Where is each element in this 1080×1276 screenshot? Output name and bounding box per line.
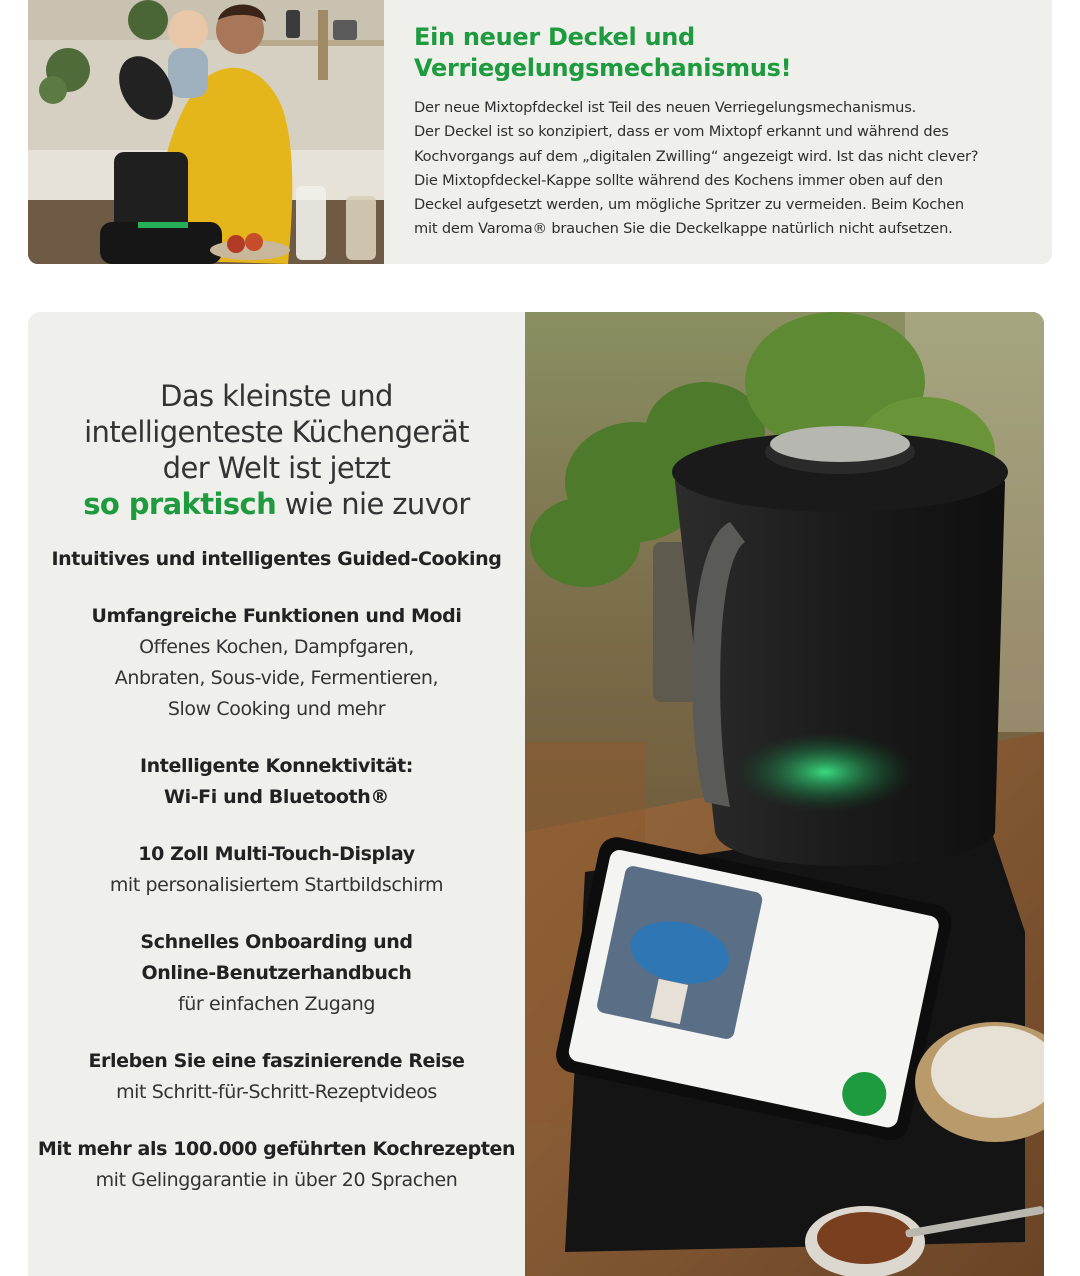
lid-title-line-1: Ein neuer Deckel und [414,23,695,51]
headline-rest: wie nie zuvor [276,487,470,521]
feature-guided-cooking [28,544,525,575]
feature-connectivity [28,751,525,813]
lid-description-line: Deckel aufgesetzt werden, um mögliche Spritzer zu vermeiden. Beim Kochen [414,196,964,214]
lid-feature-description [414,96,1034,242]
feature-title: Online-Benutzerhandbuch [141,962,412,984]
feature-description: Slow Cooking und mehr [167,698,386,720]
product-features-card [28,312,1044,1276]
headline-accent: so praktisch [83,487,277,521]
lid-feature-text [414,22,1034,242]
feature-title: Schnelles Onboarding und [140,931,413,953]
headline-line-3: der Welt ist jetzt [162,451,391,485]
feature-title: Wi-Fi und Bluetooth® [164,786,389,808]
headline-line-1: Das kleinste und [160,379,393,413]
feature-functions-modes [28,601,525,725]
lid-description-line: Kochvorgangs auf dem „digitalen Zwilling“ angezeigt wird. Ist das nicht clever? [414,147,979,165]
feature-description: mit personalisiertem Startbildschirm [109,874,444,896]
feature-title: Intuitives und intelligentes Guided-Cooking [51,548,502,570]
lid-title-line-2: Verriegelungsmechanismus! [414,54,792,82]
feature-title: Mit mehr als 100.000 geführten Kochrezepten [37,1138,516,1160]
feature-recipe-videos [28,1046,525,1108]
lid-feature-title [414,22,1034,84]
lid-description-line: Der neue Mixtopfdeckel ist Teil des neuen Verriegelungsmechanismus. [414,99,917,116]
feature-description: Offenes Kochen, Dampfgaren, [139,636,414,658]
feature-description: mit Schritt-für-Schritt-Rezeptvideos [116,1081,437,1103]
feature-description: mit Gelinggarantie in über 20 Sprachen [95,1169,458,1191]
feature-title: Umfangreiche Funktionen und Modi [91,605,462,627]
feature-recipes [28,1134,525,1196]
headline-line-2: intelligenteste Küchengerät [84,415,469,449]
feature-title: Intelligente Konnektivität: [140,755,413,777]
feature-onboarding [28,927,525,1020]
feature-title: 10 Zoll Multi-Touch-Display [138,843,415,865]
father-child-kitchen-photo [28,0,384,264]
features-column [28,312,525,1196]
feature-description: Anbraten, Sous-vide, Fermentieren, [114,667,439,689]
feature-title: Erleben Sie eine faszinierende Reise [88,1050,465,1072]
lid-feature-card [28,0,1052,264]
product-photo [525,312,1044,1276]
lid-description-line: Der Deckel ist so konzipiert, dass er vom Mixtopf erkannt und während des [414,123,949,141]
lid-description-line: mit dem Varoma® brauchen Sie die Deckelkappe natürlich nicht aufsetzen. [414,220,953,238]
lid-description-line: Die Mixtopfdeckel-Kappe sollte während des Kochens immer oben auf den [414,171,943,189]
feature-description: für einfachen Zugang [177,993,376,1015]
kitchen-scene-illustration [28,0,384,264]
headline [28,378,525,522]
appliance-illustration [525,312,1044,1276]
feature-display [28,839,525,901]
